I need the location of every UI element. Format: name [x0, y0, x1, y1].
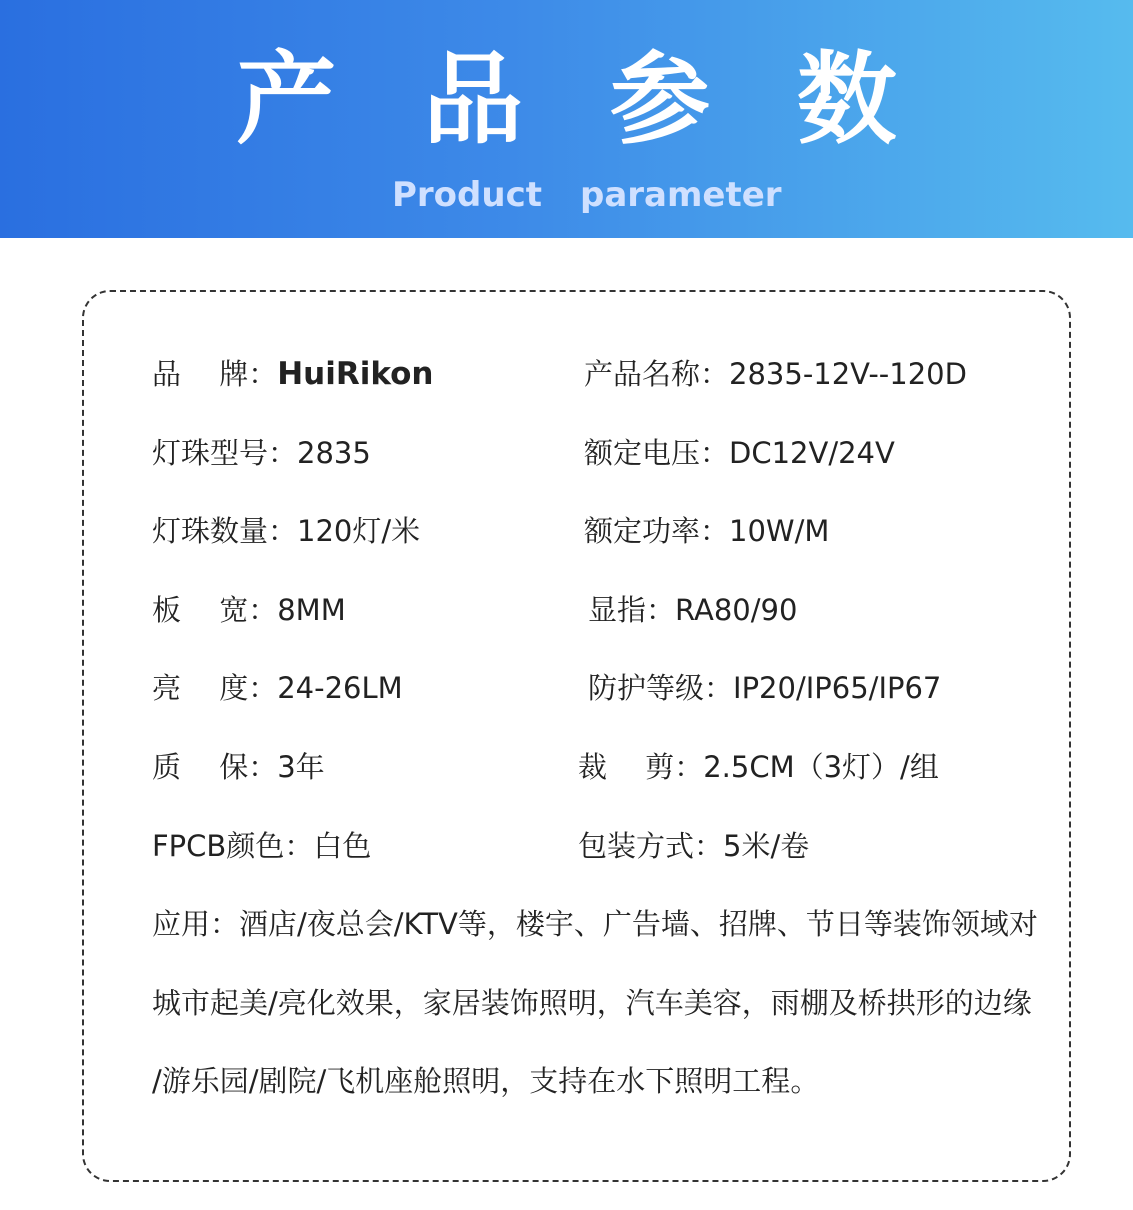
spec-label: 质 保：: [152, 750, 278, 784]
spec-card: [82, 290, 1071, 1182]
spec-label: 品 牌：: [152, 357, 278, 391]
spec-label: 亮 度：: [152, 671, 278, 705]
spec-label: 显指：: [588, 593, 676, 627]
application-line-1: 应用：酒店/夜总会/KTV等，楼宇、广告墙、招牌、节日等装饰领域对: [152, 907, 1038, 941]
spec-value: RA80/90: [675, 593, 798, 627]
spec-bead-model: [152, 433, 371, 473]
spec-brand: [152, 354, 434, 394]
header-banner: [0, 0, 1133, 238]
spec-brightness: [152, 668, 403, 708]
spec-label: FPCB颜色：: [152, 829, 314, 863]
spec-cut: [578, 747, 939, 787]
spec-board-width: [152, 590, 346, 630]
spec-label: 包装方式：: [578, 829, 724, 863]
spec-ip-rating: [588, 668, 941, 708]
subtitle-parameter: parameter: [580, 175, 782, 215]
spec-value: 10W/M: [729, 514, 830, 548]
spec-label: 灯珠数量：: [152, 514, 298, 548]
spec-fpcb-color: [152, 826, 371, 866]
spec-power: [584, 511, 829, 551]
spec-value: 白色: [313, 829, 372, 863]
spec-value: 2835-12V--120D: [729, 357, 967, 391]
spec-value: 2.5CM（3灯）/组: [703, 750, 939, 784]
spec-value: 3年: [277, 750, 325, 784]
spec-value: 8MM: [277, 593, 346, 627]
spec-warranty: [152, 747, 325, 787]
application-line-3: /游乐园/剧院/飞机座舱照明，支持在水下照明工程。: [152, 1064, 820, 1098]
spec-value: 5米/卷: [723, 829, 810, 863]
page-title: 产 品 参 数: [236, 41, 923, 158]
spec-label: 灯珠型号：: [152, 436, 298, 470]
spec-product-name: [584, 354, 967, 394]
spec-label: 额定电压：: [584, 436, 730, 470]
spec-label: 防护等级：: [588, 671, 734, 705]
spec-label: 产品名称：: [584, 357, 730, 391]
spec-value: IP20/IP65/IP67: [733, 671, 942, 705]
spec-label: 裁 剪：: [578, 750, 704, 784]
spec-value: 120灯/米: [297, 514, 421, 548]
spec-value: DC12V/24V: [729, 436, 895, 470]
application-line-2: 城市起美/亮化效果，家居装饰照明，汽车美容，雨棚及桥拱形的边缘: [152, 986, 1032, 1020]
spec-value: 2835: [297, 436, 371, 470]
spec-bead-count: [152, 511, 420, 551]
spec-value: HuiRikon: [277, 356, 434, 392]
spec-label: 额定功率：: [584, 514, 730, 548]
spec-packaging: [578, 826, 809, 866]
spec-voltage: [584, 433, 895, 473]
spec-cri: [588, 590, 797, 630]
subtitle-product: Product: [392, 175, 542, 215]
spec-value: 24-26LM: [277, 671, 403, 705]
spec-label: 板 宽：: [152, 593, 278, 627]
